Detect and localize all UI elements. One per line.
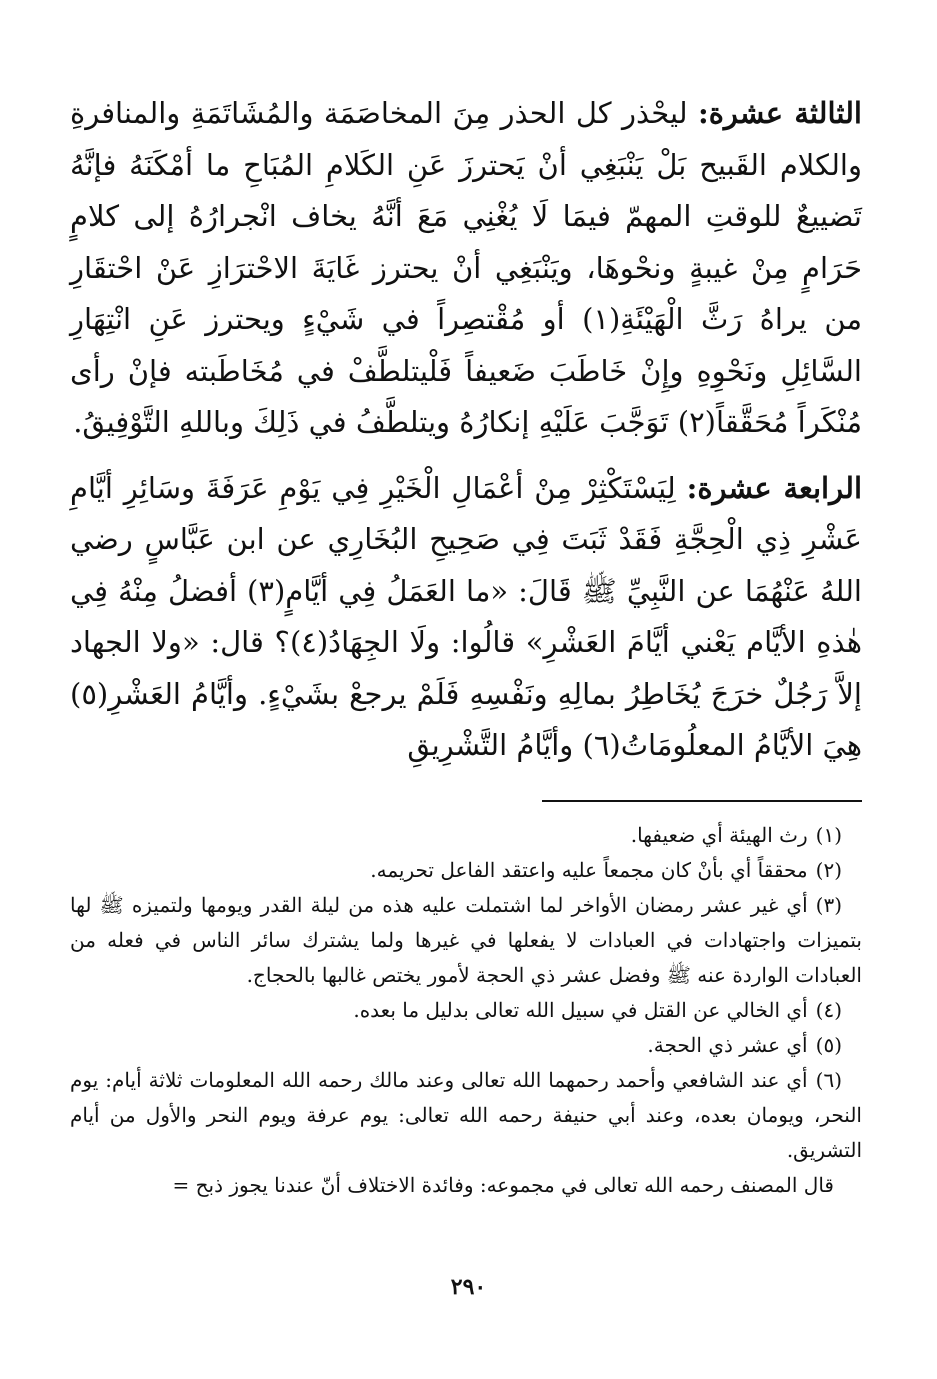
footnote-2 — [70, 853, 862, 888]
footnote-number: (٣) — [815, 892, 842, 917]
footnote-3 — [70, 888, 862, 993]
page-body — [70, 88, 862, 1203]
footnote-number: (٢) — [815, 857, 842, 882]
footnote-text: أي عشر ذي الحجة. — [647, 1032, 808, 1057]
paragraph-14-text: لِيَسْتَكْثِرْ مِنْ أعْمَالِ الْخَيْرِ فِي يَوْمِ عَرَفَةَ وسَائِرِ أيَّامِ عَشْرِ ذِي الْحِجَّةِ فَقَدْ ثَبَتَ فِي صَحِيحِ البُخَارِي عن ابن عَبَّاسٍ رضي اللهُ عَنْهُمَا عن النَّبِيِّ ﷺ قَالَ: «ما العَمَلُ فِي أيَّامٍ(٣) أفضلُ مِنْهُ فِي هٰذهِ الأيَّام يَعْني أيَّامَ العَشْرِ» قالُوا: ولَا الجِهَادُ(٤)؟ قال: «ولا الجهاد إلاَّ رَجُلٌ خرَجَ يُخَاطِرُ بمالِهِ ونَفْسِهِ فَلَمْ يرجعْ بشَيْءٍ. وأيَّامُ العَشْرِ(٥) هِيَ الأيَّامُ المعلُومَاتُ(٦) وأيَّامُ التَّشْرِيقِ — [70, 470, 862, 762]
page-number: ٢٩٠ — [450, 1274, 487, 1300]
footnote-6 — [70, 1063, 862, 1168]
footnote-text: أي غير عشر رمضان الأواخر لما اشتملت عليه هذه من ليلة القدر ويومها ولتميزه ﷺ لها بتميزات واجتهادات في العبادات لا يفعلها في غيرها ولما يشترك سائر الناس في فعله من العبادات الواردة عنه ﷺ وفضل عشر ذي الحجة لأمور يختص غالبها بالحجاج. — [70, 892, 862, 987]
footnote-continuation — [70, 1168, 862, 1203]
footnote-5 — [70, 1028, 862, 1063]
paragraph-14 — [70, 463, 862, 772]
paragraph-13 — [70, 88, 862, 449]
footnotes — [70, 818, 862, 1203]
footnote-divider — [542, 800, 862, 802]
footnote-text: قال المصنف رحمه الله تعالى في مجموعه: وفائدة الاختلاف أنّ عندنا يجوز ذبح = — [172, 1172, 834, 1197]
footnote-text: أي الخالي عن القتل في سبيل الله تعالى بدليل ما بعده. — [353, 997, 808, 1022]
footnote-number: (٥) — [815, 1032, 842, 1057]
footnote-4 — [70, 993, 862, 1028]
footnote-text: أي عند الشافعي وأحمد رحمهما الله تعالى وعند مالك رحمه الله المعلومات ثلاثة أيام: يوم النحر، ويومان بعده، وعند أبي حنيفة رحمه الله تعالى: يوم عرفة ويوم النحر والأول من أيام التشريق. — [70, 1067, 862, 1162]
footnote-number: (١) — [815, 822, 842, 847]
paragraph-13-text: ليحْذر كل الحذر مِنَ المخاصَمَة والمُشَاتَمَةِ والمنافرةِ والكلام القَبيح بَلْ يَنْبَغِي أنْ يَحترزَ عَنِ الكَلامِ المُبَاحِ ما أمْكَنَهُ فإنَّهُ تَضييعٌ للوقتِ المهمّ فيمَا لَا يُغْنِي مَعَ أنَّهُ يخاف انْجرارُهُ إلى كلامٍ حَرَامٍ مِنْ غيبةٍ ونحْوهَا، ويَنْبَغِي أنْ يحترز غَايَةَ الاحْترَازِ عَنْ احْتقَارِ من يراهُ رَثَّ الْهَيْئَةِ(١) أو مُقْتصِراً في شَيْءٍ ويحترز عَنِ انْتِهَارِ السَّائِلِ ونَحْوِهِ وإِنْ خَاطَبَ ضَعيفاً فَلْيتلطَّفْ في مُخَاطَبته فإنْ رأى مُنْكَراً مُحَقَّقاً(٢) تَوَجَّبَ عَلَيْهِ إنكارُهُ ويتلطَّفُ في ذَلِكَ وباللهِ التَّوْفِيقُ. — [70, 96, 862, 439]
footnote-text: محققاً أي بأنْ كان مجمعاً عليه واعتقد الفاعل تحريمه. — [370, 857, 808, 882]
paragraph-14-heading: الرابعة عشرة: — [686, 470, 862, 505]
footnote-number: (٦) — [815, 1067, 842, 1092]
paragraph-13-heading: الثالثة عشرة: — [697, 96, 862, 130]
footnote-number: (٤) — [815, 997, 842, 1022]
footnote-text: رث الهيئة أي ضعيفها. — [630, 822, 808, 847]
footnote-1 — [70, 818, 862, 853]
